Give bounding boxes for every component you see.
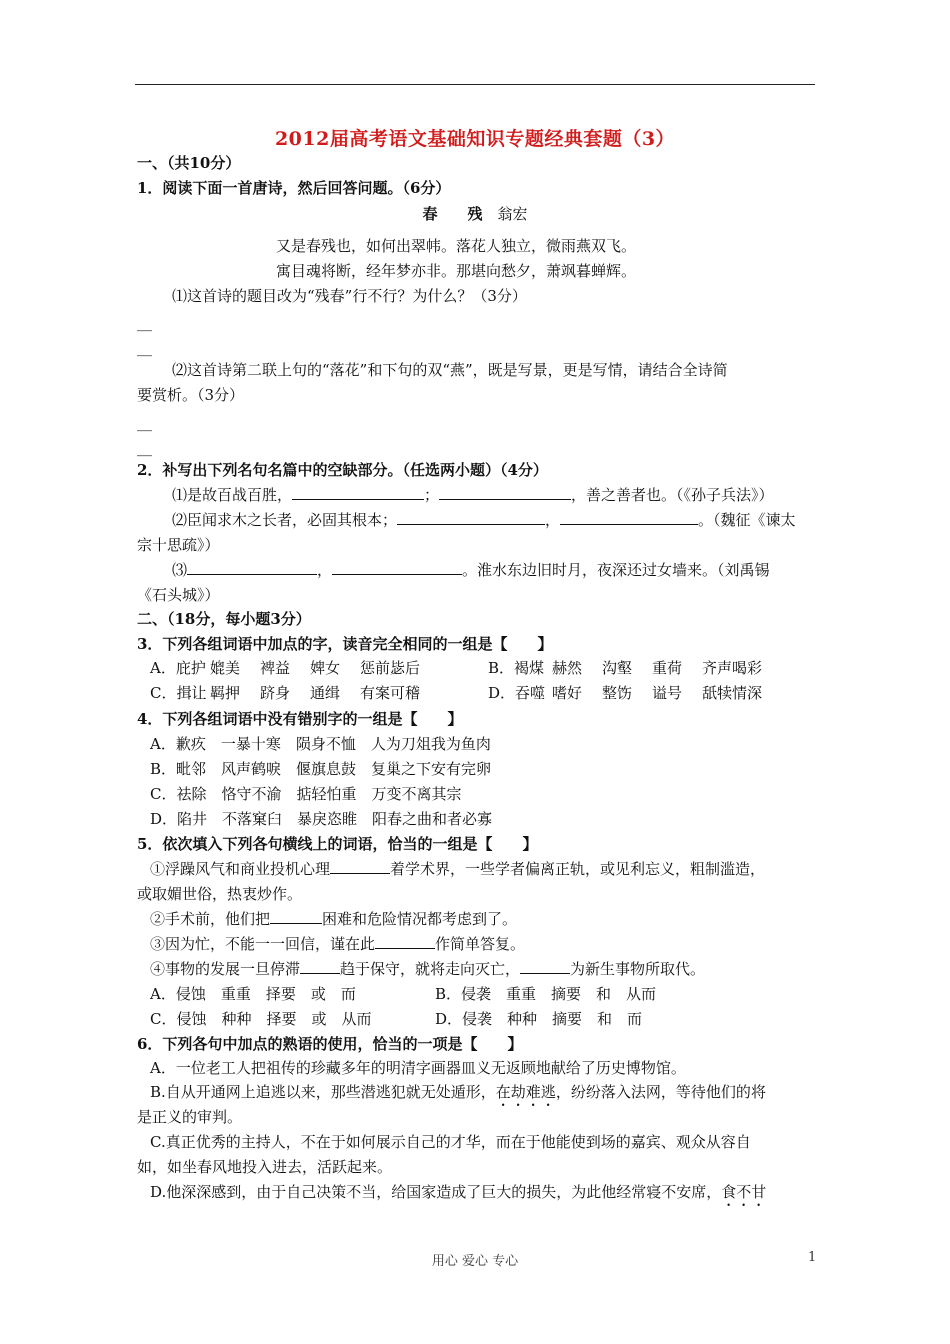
- q3-stem: 3．下列各组词语中加点的字，读音完全相同的一组是【 】: [137, 635, 553, 653]
- q1-stem: 1．阅读下面一首唐诗，然后回答问题。（6分）: [137, 179, 451, 197]
- answer-line: ＿: [137, 415, 153, 433]
- q2-item1: ⑴是故百战百胜， ； ，善之善者也。（《孙子兵法》）: [172, 486, 774, 504]
- poem-line-1: 又是春残也，如何出翠帏。落花人独立，微雨燕双飞。: [276, 237, 637, 255]
- option-word: 谥号: [652, 684, 683, 702]
- option-word: A．庇护: [150, 659, 206, 677]
- fill-blank[interactable]: [330, 859, 390, 874]
- option-b: B．侵袭 重重 摘要 和 从而: [435, 985, 657, 1003]
- option-word: 嗜好: [552, 684, 583, 702]
- q6-option-c: C.真正优秀的主持人，不在于如何展示自己的才华，而在于他能使到场的嘉宾、观众从容自: [150, 1133, 751, 1151]
- q1-sub2-line2: 要赏析。（3分）: [137, 386, 245, 404]
- option-word: 羁押: [210, 684, 241, 702]
- fill-blank[interactable]: [300, 959, 340, 974]
- fill-blank[interactable]: [560, 510, 698, 525]
- q6-option-a: A．一位老工人把祖传的珍藏多年的明清字画器皿义无返顾地献给了历史博物馆。: [150, 1059, 686, 1077]
- q2-stem: 2．补写出下列名句名篇中的空缺部分。（任选两小题）（4分）: [137, 461, 548, 479]
- q5-options-cd: [150, 1009, 642, 1029]
- poem-line-2: 寓目魂将断，经年梦亦非。那堪向愁夕，萧飒暮蝉辉。: [276, 262, 637, 280]
- fill-blank[interactable]: [187, 560, 317, 575]
- option-d: D．侵袭 种种 摘要 和 而: [435, 1010, 643, 1028]
- answer-line: ＿: [137, 340, 153, 358]
- q5-options-ab: [150, 984, 656, 1004]
- fill-blank[interactable]: [397, 510, 545, 525]
- option-word: 沟壑: [602, 659, 633, 677]
- q4-option-d: D．陷井 不落窠臼 暴戾恣睢 阳春之曲和者必寡: [150, 810, 493, 828]
- option-word: D．吞噬: [488, 684, 546, 702]
- option-word: C．揖让: [150, 684, 207, 702]
- option-word: 婢女: [310, 659, 341, 677]
- option-word: 跻身: [260, 684, 291, 702]
- header-rule: [135, 84, 815, 85]
- document-title: 2012届高考语文基础知识专题经典套题（3）: [274, 128, 676, 150]
- option-a: A．侵蚀 重重 择要 或 而: [150, 985, 356, 1003]
- option-word: 媲美: [210, 659, 241, 677]
- dotted-idiom: 在劫难逃: [495, 1083, 556, 1101]
- q5-sentence4: ④事物的发展一旦停滞 趋于保守，就将走向灭亡， 为新生事物所取代。: [150, 960, 706, 978]
- option-word: 惩前毖后: [360, 659, 421, 677]
- poem-author: 翁宏: [497, 205, 528, 223]
- page-number: 1: [808, 1250, 817, 1265]
- dotted-idiom: 食不甘: [721, 1183, 767, 1201]
- fill-blank[interactable]: [375, 934, 435, 949]
- option-word: 裨益: [260, 659, 291, 677]
- option-word: 舐犊情深: [702, 684, 763, 702]
- q3-options-ab: [150, 658, 762, 678]
- option-word: 赫然: [552, 659, 583, 677]
- q3-options-cd: [150, 683, 762, 703]
- q2-item2-cont: 宗十思疏》）: [137, 536, 220, 554]
- q4-stem: 4．下列各组词语中没有错别字的一组是【 】: [137, 710, 463, 728]
- q4-option-b: B．毗邻 风声鹤唳 偃旗息鼓 复巢之下安有完卵: [150, 760, 492, 778]
- option-word: 整饬: [602, 684, 633, 702]
- answer-line: ＿: [137, 440, 153, 458]
- q4-option-a: A．歉疚 一暴十寒 陨身不恤 人为刀俎我为鱼肉: [150, 735, 491, 753]
- fill-blank[interactable]: [292, 485, 424, 500]
- q4-option-c: C．祛除 恪守不渝 掂轻怕重 万变不离其宗: [150, 785, 462, 803]
- option-c: C．侵蚀 种种 择要 或 从而: [150, 1010, 372, 1028]
- option-word: 通缉: [310, 684, 341, 702]
- fill-blank[interactable]: [332, 560, 462, 575]
- q5-sentence1: ①浮躁风气和商业投机心理 着学术界，一些学者偏离正轨，或见利忘义，粗制滥造，: [150, 860, 766, 878]
- q6-option-b: B.自从开通网上追逃以来，那些潜逃犯就无处遁形，在劫难逃，纷纷落入法网，等待他们的将: [150, 1083, 766, 1101]
- fill-blank[interactable]: [439, 485, 571, 500]
- section-2-heading: 二、（18分，每小题3分）: [137, 610, 311, 628]
- q5-stem: 5．依次填入下列各句横线上的词语，恰当的一组是【 】: [137, 835, 538, 853]
- answer-line: ＿: [137, 315, 153, 333]
- poem-title: 春 残: [422, 205, 483, 223]
- fill-blank[interactable]: [270, 909, 322, 924]
- option-word: 齐声喝彩: [702, 659, 763, 677]
- q1-sub2-line1: ⑵这首诗第二联上句的“落花”和下句的双“燕”，既是写景，更是写情，请结合全诗简: [172, 361, 728, 379]
- q6-option-c-cont: 如，如坐春风地投入进去，活跃起来。: [137, 1158, 393, 1176]
- q6-option-b-cont: 是正义的审判。: [137, 1108, 243, 1126]
- q2-item2: ⑵臣闻求木之长者，必固其根本； ， 。（魏征《谏太: [172, 511, 796, 529]
- q6-option-d: D.他深深感到，由于自己决策不当，给国家造成了巨大的损失，为此他经常寝不安席，食不甘: [150, 1183, 767, 1201]
- page-footer: 用心 爱心 专心: [431, 1254, 519, 1269]
- q5-sentence3: ③因为忙，不能一一回信，谨在此 作简单答复。: [150, 935, 526, 953]
- fill-blank[interactable]: [520, 959, 570, 974]
- option-word: 有案可稽: [360, 684, 421, 702]
- option-word: B．褐煤: [488, 659, 545, 677]
- q1-sub1: ⑴这首诗的题目改为“残春”行不行？为什么？（3分）: [172, 287, 527, 305]
- q5-sentence2: ②手术前，他们把 困难和危险情况都考虑到了。: [150, 910, 518, 928]
- poem-header: [0, 204, 950, 224]
- q2-item3-cont: 《石头城》）: [137, 586, 220, 604]
- section-1-heading: 一、（共10分）: [137, 154, 241, 172]
- q5-sentence1-cont: 或取媚世俗，热衷炒作。: [137, 885, 303, 903]
- option-word: 重荷: [652, 659, 683, 677]
- q2-item3: ⑶ ， 。淮水东边旧时月，夜深还过女墙来。（刘禹锡: [172, 561, 770, 579]
- q6-stem: 6．下列各句中加点的熟语的使用，恰当的一项是【 】: [137, 1035, 523, 1053]
